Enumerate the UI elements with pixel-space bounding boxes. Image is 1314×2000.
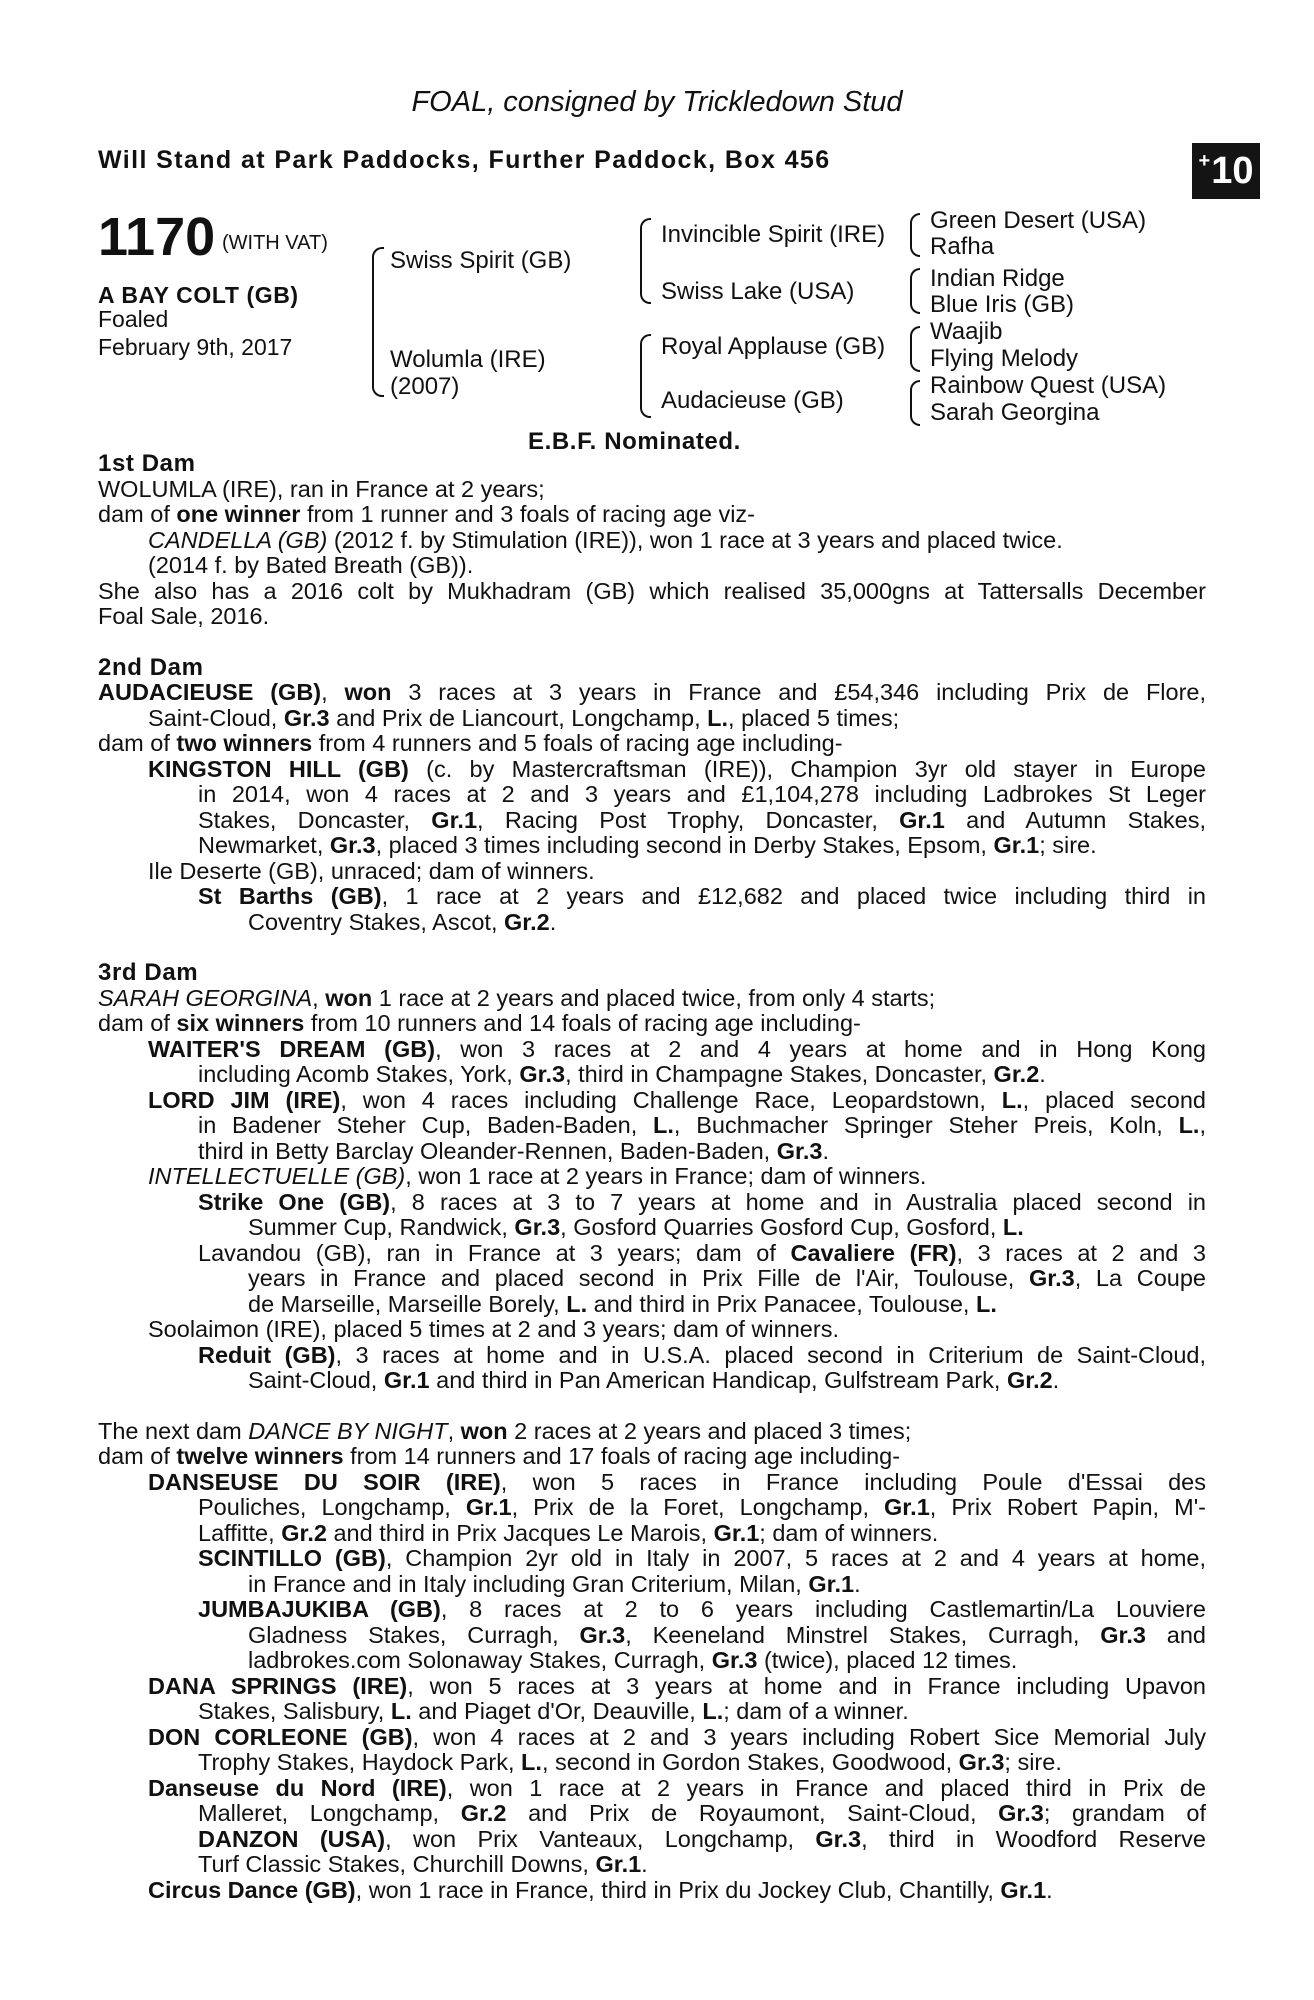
text-run: , won 1 race in France, third in Prix du Jockey Club, Chantilly, xyxy=(355,1876,1001,1903)
text-run: , Buchmacher Springer Steher Preis, Koln, xyxy=(673,1112,1179,1138)
pedigree-brace-dd xyxy=(910,380,920,426)
text-run: , 8 races at 2 to 6 years including Castlemartin/La Louviere xyxy=(440,1596,1206,1622)
text-run: Lavandou (GB), ran in France at 3 years; dam of xyxy=(198,1239,791,1266)
catalogue-line xyxy=(98,655,1206,681)
text-run: . xyxy=(854,1570,861,1597)
text-run: , won 5 races in France including Poule d'Essai des xyxy=(500,1468,1207,1495)
text-run: 1 race at 2 years and placed twice, from only 4 starts; xyxy=(372,984,936,1011)
text-run: from 1 runner and 3 foals of racing age viz- xyxy=(300,501,755,527)
text-run: , placed 3 times including second in Derby Stakes, Epsom, xyxy=(375,832,994,858)
catalogue-line xyxy=(98,1419,1206,1445)
text-run: 2 races at 2 years and placed 3 times; xyxy=(507,1417,912,1444)
text-run: , xyxy=(1199,1112,1206,1138)
text-run: , placed second xyxy=(1022,1086,1206,1113)
bold-text: Gr.2 xyxy=(1006,1367,1053,1393)
pedigree-dds: Rainbow Quest (USA) xyxy=(930,372,1167,399)
bold-text: Gr.1 xyxy=(383,1367,430,1393)
text-run: in France and in Italy including Gran Criterium, Milan, xyxy=(248,1570,809,1597)
catalogue-line xyxy=(98,1699,1206,1725)
bold-text: Circus Dance (GB) xyxy=(148,1876,356,1903)
catalogue-line xyxy=(98,1139,1206,1165)
text-run: . xyxy=(822,1137,829,1164)
text-run: including Acomb Stakes, York, xyxy=(198,1061,520,1087)
badge-number: 10 xyxy=(1211,149,1254,192)
bold-text: Gr.3 xyxy=(1100,1621,1146,1648)
text-run: ; sire. xyxy=(1039,832,1097,858)
catalogue-line xyxy=(98,1343,1206,1369)
stabling-location: Will Stand at Park Paddocks, Further Paddock, Box 456 xyxy=(98,146,831,174)
text-run: Laffitte, xyxy=(198,1519,282,1546)
text-run: (c. by Mastercraftsman (IRE)), Champion 3yr old stayer in Europe xyxy=(408,755,1206,782)
bold-text: Gr.1 xyxy=(884,1494,930,1520)
text-run: and Prix de Liancourt, Longchamp, xyxy=(329,704,708,731)
text-run: , Racing Post Trophy, Doncaster, xyxy=(477,806,900,833)
text-run: ; dam of winners. xyxy=(759,1519,939,1546)
pedigree-dss: Waajib xyxy=(930,318,1003,345)
bold-text: DON CORLEONE (GB) xyxy=(148,1723,413,1750)
bold-text: won xyxy=(344,679,392,705)
text-run: Stakes, Salisbury, xyxy=(198,1698,391,1724)
bold-text: Strike One (GB) xyxy=(198,1188,391,1215)
text-run: from 10 runners and 14 foals of racing age including- xyxy=(304,1010,861,1036)
italic-text: INTELLECTUELLE (GB) xyxy=(148,1163,406,1189)
catalogue-line xyxy=(98,910,1206,936)
bold-text: Gr.1 xyxy=(465,1494,512,1520)
bold-text: AUDACIEUSE (GB) xyxy=(98,679,322,705)
bold-text: Danseuse du Nord (IRE) xyxy=(148,1774,447,1801)
bold-text: won xyxy=(460,1417,508,1444)
pedigree-brace-dam xyxy=(640,334,651,418)
text-run: Foal Sale, 2016. xyxy=(98,603,270,629)
paragraph-gap xyxy=(98,935,1206,960)
text-run: , won 3 races at 2 and 4 years at home and in Hong Kong xyxy=(435,1035,1206,1062)
bold-text: Gr.1 xyxy=(1000,1876,1047,1903)
text-run: (twice), placed 12 times. xyxy=(757,1647,1018,1673)
text-run: Gladness Stakes, Curragh, xyxy=(248,1621,580,1648)
bold-text: JUMBAJUKIBA (GB) xyxy=(198,1596,441,1622)
text-run: ; sire. xyxy=(1004,1749,1062,1775)
text-run: Saint-Cloud, xyxy=(248,1367,384,1393)
paragraph-gap xyxy=(98,630,1206,655)
pedigree-dam-sire: Royal Applause (GB) xyxy=(661,333,886,360)
lot-badge xyxy=(1192,143,1260,199)
text-run: She also has a 2016 colt by Mukhadram (GB) which realised 35,000gns at Tattersalls December xyxy=(98,577,1206,604)
catalogue-line xyxy=(98,859,1206,885)
bold-text: Gr.3 xyxy=(776,1137,823,1164)
bold-text: St Barths (GB) xyxy=(198,883,382,909)
text-run: , xyxy=(312,984,326,1011)
pedigree-ssd: Rafha xyxy=(930,233,995,260)
catalogue-line xyxy=(98,1852,1206,1878)
lot-number: 1170 xyxy=(98,207,216,267)
bold-text: Gr.3 xyxy=(283,704,330,731)
bold-text: Gr.2 xyxy=(993,1061,1040,1087)
text-run: , Keeneland Minstrel Stakes, Curragh, xyxy=(625,1621,1101,1648)
bold-text: Gr.1 xyxy=(431,806,478,833)
text-run: . xyxy=(641,1851,648,1877)
bold-text: L. xyxy=(1002,1214,1024,1240)
text-run: and xyxy=(1145,1621,1206,1648)
catalogue-line xyxy=(98,1572,1206,1598)
text-run: . xyxy=(1052,1367,1060,1393)
bold-text: one winner xyxy=(176,501,301,527)
text-run: The next dam xyxy=(98,1417,249,1444)
catalogue-line xyxy=(98,528,1206,554)
text-run: , won 5 races at 3 years at home and in France including Upavon xyxy=(407,1672,1206,1699)
catalogue-line xyxy=(98,1623,1206,1649)
text-run: and Autumn Stakes, xyxy=(944,806,1207,833)
bold-text: DANA SPRINGS (IRE) xyxy=(148,1672,408,1699)
bold-text: Gr.3 xyxy=(1029,1265,1075,1291)
catalogue-line xyxy=(98,1674,1206,1700)
text-run: Summer Cup, Randwick, xyxy=(248,1214,515,1240)
catalogue-line xyxy=(98,1088,1206,1114)
italic-text: SARAH GEORGINA xyxy=(98,984,313,1011)
bold-text: Gr.3 xyxy=(519,1061,566,1087)
text-run: , placed 5 times; xyxy=(728,704,900,731)
catalogue-line xyxy=(98,502,1206,528)
pedigree-dsd: Flying Melody xyxy=(930,345,1079,372)
text-run: , won 4 races including Challenge Race, Leopardstown, xyxy=(340,1086,1002,1113)
text-run: , Gosford Quarries Gosford Cup, Gosford, xyxy=(560,1214,1003,1240)
bold-text: twelve winners xyxy=(176,1443,344,1469)
paragraph-gap xyxy=(98,1394,1206,1419)
pedigree-brace-ds xyxy=(910,326,920,372)
text-run: dam of xyxy=(98,1010,177,1036)
catalogue-line xyxy=(98,1597,1206,1623)
catalogue-line xyxy=(98,884,1206,910)
text-run: , Prix de la Foret, Longchamp, xyxy=(511,1494,885,1520)
text-run: and third in Prix Panacee, Toulouse, xyxy=(587,1290,976,1317)
catalogue-line xyxy=(98,731,1206,757)
text-run: Malleret, Longchamp, xyxy=(198,1800,461,1826)
text-run: , 3 races at home and in U.S.A. placed second in Criterium de Saint-Cloud, xyxy=(335,1341,1206,1368)
pedigree-dam-dam: Audacieuse (GB) xyxy=(661,387,844,414)
text-run: third in Betty Barclay Oleander-Rennen, Baden-Baden, xyxy=(198,1137,777,1164)
text-run: (2014 f. by Bated Breath (GB)). xyxy=(148,552,474,578)
text-run: in Badener Steher Cup, Baden-Baden, xyxy=(198,1112,654,1138)
bold-text: L. xyxy=(390,1698,412,1724)
catalogue-line xyxy=(98,808,1206,834)
pedigree-ddd: Sarah Georgina xyxy=(930,399,1100,426)
bold-text: L. xyxy=(521,1749,542,1775)
bold-text: Gr.3 xyxy=(711,1647,758,1673)
text-run: Stakes, Doncaster, xyxy=(198,806,432,833)
section-heading: 3rd Dam xyxy=(98,959,199,986)
pedigree-brace-ss xyxy=(910,213,920,257)
text-run: , 3 races at 2 and 3 xyxy=(956,1239,1206,1266)
text-run: , second in Gordon Stakes, Goodwood, xyxy=(541,1749,959,1775)
bold-text: DANSEUSE DU SOIR (IRE) xyxy=(148,1468,501,1495)
catalogue-line xyxy=(98,1164,1206,1190)
text-run: , xyxy=(447,1417,461,1444)
text-run: , 1 race at 2 years and £12,682 and placed twice including third in xyxy=(381,883,1206,909)
catalogue-line xyxy=(98,1444,1206,1470)
catalogue-line xyxy=(98,1266,1206,1292)
text-run: , won Prix Vanteaux, Longchamp, xyxy=(385,1825,816,1852)
bold-text: Reduit (GB) xyxy=(198,1341,336,1368)
text-run: Ile Deserte (GB), unraced; dam of winners. xyxy=(148,857,595,884)
catalogue-line xyxy=(98,451,1206,477)
catalogue-line xyxy=(98,1546,1206,1572)
text-run: 3 races at 3 years in France and £54,346 including Prix de Flore, xyxy=(391,679,1207,705)
text-run: WOLUMLA (IRE), ran in France at 2 years; xyxy=(98,475,545,502)
bold-text: Gr.3 xyxy=(579,1621,626,1648)
catalogue-line xyxy=(98,1241,1206,1267)
text-run: . xyxy=(1039,1061,1046,1087)
text-run: dam of xyxy=(98,1443,177,1469)
catalogue-line xyxy=(98,757,1206,783)
bold-text: Gr.1 xyxy=(713,1519,760,1546)
text-run: ; dam of a winner. xyxy=(723,1698,909,1724)
catalogue-line xyxy=(98,579,1206,605)
text-run: from 4 runners and 5 foals of racing age including- xyxy=(312,730,843,756)
catalogue-line xyxy=(98,1495,1206,1521)
catalogue-line xyxy=(98,1037,1206,1063)
bold-text: Gr.3 xyxy=(329,832,376,858)
text-run: de Marseille, Marseille Borely, xyxy=(248,1290,567,1317)
catalogue-line xyxy=(98,1368,1206,1394)
text-run: . xyxy=(549,908,557,935)
bold-text: Gr.3 xyxy=(958,1749,1005,1775)
bold-text: Gr.3 xyxy=(514,1214,561,1240)
text-run: from 14 runners and 17 foals of racing age including- xyxy=(343,1443,901,1469)
text-run: and Prix de Royaumont, Saint-Cloud, xyxy=(506,1800,999,1826)
bold-text: L. xyxy=(1001,1086,1023,1113)
bold-text: Cavaliere (FR) xyxy=(790,1239,957,1266)
bold-text: Gr.1 xyxy=(595,1851,642,1877)
catalogue-line xyxy=(98,1750,1206,1776)
text-run: ; grandam of xyxy=(1043,1800,1207,1826)
text-run: Pouliches, Longchamp, xyxy=(198,1494,466,1520)
catalogue-line xyxy=(98,1878,1206,1904)
catalogue-line xyxy=(98,1062,1206,1088)
text-run: and third in Pan American Handicap, Gulfstream Park, xyxy=(429,1367,1007,1393)
bold-text: SCINTILLO (GB) xyxy=(198,1545,386,1571)
bold-text: Gr.1 xyxy=(993,832,1040,858)
pedigree-sds: Indian Ridge xyxy=(930,265,1065,292)
section-heading: 1st Dam xyxy=(98,450,196,477)
catalogue-line xyxy=(98,604,1206,630)
horse-description: A BAY COLT (GB) xyxy=(98,282,299,308)
catalogue-line xyxy=(98,1215,1206,1241)
bold-text: L. xyxy=(1178,1112,1200,1138)
text-run: , 8 races at 3 to 7 years at home and in Australia placed second in xyxy=(390,1188,1206,1215)
text-run: , won 1 race at 2 years in France; dam of winners. xyxy=(405,1163,927,1189)
catalogue-line xyxy=(98,1521,1206,1547)
text-run: dam of xyxy=(98,501,177,527)
text-run: in 2014, won 4 races at 2 and 3 years and £1,104,278 including Ladbrokes St Leger xyxy=(198,781,1206,807)
consignor-line: FOAL, consigned by Trickledown Stud xyxy=(411,86,903,118)
bold-text: L. xyxy=(653,1112,674,1138)
text-run: . xyxy=(1046,1876,1053,1903)
bold-text: LORD JIM (IRE) xyxy=(148,1086,341,1113)
italic-text: DANCE BY NIGHT xyxy=(248,1417,448,1444)
text-run: , third in Woodford Reserve xyxy=(861,1825,1206,1852)
catalogue-line xyxy=(98,1725,1206,1751)
text-run: Newmarket, xyxy=(198,832,330,858)
catalogue-line xyxy=(98,680,1206,706)
catalogue-line xyxy=(98,782,1206,808)
bold-text: KINGSTON HILL (GB) xyxy=(148,755,409,782)
badge-prefix: + xyxy=(1198,149,1211,172)
catalogue-line xyxy=(98,1011,1206,1037)
bold-text: L. xyxy=(702,1698,724,1724)
text-run: ladbrokes.com Solonaway Stakes, Curragh, xyxy=(248,1647,712,1673)
catalogue-line xyxy=(98,1776,1206,1802)
ebf-nomination: E.B.F. Nominated. xyxy=(528,428,741,455)
text-run: Turf Classic Stakes, Churchill Downs, xyxy=(198,1851,596,1877)
text-run: , won 4 races at 2 and 3 years including Robert Sice Memorial July xyxy=(412,1723,1206,1750)
bold-text: Gr.1 xyxy=(808,1570,855,1597)
pedigree-brace-sire xyxy=(640,218,651,304)
bold-text: DANZON (USA) xyxy=(198,1825,386,1852)
bold-text: Gr.3 xyxy=(815,1825,862,1852)
pedigree-sss: Green Desert (USA) xyxy=(930,207,1147,234)
catalogue-line xyxy=(98,1801,1206,1827)
bold-text: Gr.1 xyxy=(899,806,945,833)
catalogue-line xyxy=(98,960,1206,986)
text-run: , Prix Robert Papin, M'- xyxy=(929,1494,1207,1520)
text-run: (2012 f. by Stimulation (IRE)), won 1 race at 3 years and placed twice. xyxy=(327,526,1063,553)
catalogue-line xyxy=(98,553,1206,579)
bold-text: WAITER'S DREAM (GB) xyxy=(148,1035,436,1062)
text-run: years in France and placed second in Prix Fille de l'Air, Toulouse, xyxy=(248,1265,1029,1291)
text-run: Saint-Cloud, xyxy=(148,704,284,731)
catalogue-line xyxy=(98,1648,1206,1674)
bold-text: won xyxy=(325,984,373,1011)
catalogue-line xyxy=(98,1292,1206,1318)
text-run: Trophy Stakes, Haydock Park, xyxy=(198,1749,522,1775)
pedigree-brace-sd xyxy=(910,268,920,314)
text-run: and third in Prix Jacques Le Marois, xyxy=(326,1519,714,1546)
text-run: , third in Champagne Stakes, Doncaster, xyxy=(565,1061,994,1087)
catalogue-text xyxy=(98,451,1206,1903)
text-run: , La Coupe xyxy=(1074,1265,1206,1291)
bold-text: Gr.2 xyxy=(460,1800,507,1826)
text-run: , won 1 race at 2 years in France and placed third in Prix de xyxy=(446,1774,1207,1801)
bold-text: L. xyxy=(707,704,729,731)
text-run: dam of xyxy=(98,730,177,756)
bold-text: Gr.2 xyxy=(281,1519,327,1546)
pedigree-dam: Wolumla (IRE) xyxy=(390,346,546,373)
pedigree-sire: Swiss Spirit (GB) xyxy=(390,247,572,274)
catalogue-line xyxy=(98,1190,1206,1216)
catalogue-line xyxy=(98,1827,1206,1853)
bold-text: L. xyxy=(566,1290,588,1317)
pedigree-sire-sire: Invincible Spirit (IRE) xyxy=(661,221,886,248)
catalogue-line xyxy=(98,1470,1206,1496)
text-run: , Champion 2yr old in Italy in 2007, 5 races at 2 and 4 years at home, xyxy=(385,1545,1206,1571)
italic-text: CANDELLA (GB) xyxy=(148,526,328,553)
catalogue-line xyxy=(98,706,1206,732)
catalogue-line xyxy=(98,833,1206,859)
bold-text: Gr.2 xyxy=(504,908,550,935)
bold-text: L. xyxy=(976,1290,997,1317)
catalogue-line xyxy=(98,986,1206,1012)
pedigree-dam-year: (2007) xyxy=(390,373,460,400)
vat-note: (WITH VAT) xyxy=(222,232,328,254)
text-run: Soolaimon (IRE), placed 5 times at 2 and 3 years; dam of winners. xyxy=(148,1316,839,1342)
catalogue-line xyxy=(98,1113,1206,1139)
bold-text: Gr.3 xyxy=(998,1800,1044,1826)
bold-text: six winners xyxy=(176,1010,305,1036)
pedigree-brace-main xyxy=(372,247,384,397)
text-run: Coventry Stakes, Ascot, xyxy=(248,908,504,935)
text-run: , xyxy=(321,679,345,705)
catalogue-line xyxy=(98,477,1206,503)
pedigree-sire-dam: Swiss Lake (USA) xyxy=(661,278,855,305)
bold-text: two winners xyxy=(176,730,313,756)
foaled-date: February 9th, 2017 xyxy=(98,334,293,360)
pedigree-sdd: Blue Iris (GB) xyxy=(930,291,1075,318)
foaled-label: Foaled xyxy=(98,306,169,332)
text-run: and Piaget d'Or, Deauville, xyxy=(411,1698,703,1724)
catalogue-line xyxy=(98,1317,1206,1343)
section-heading: 2nd Dam xyxy=(98,653,204,681)
